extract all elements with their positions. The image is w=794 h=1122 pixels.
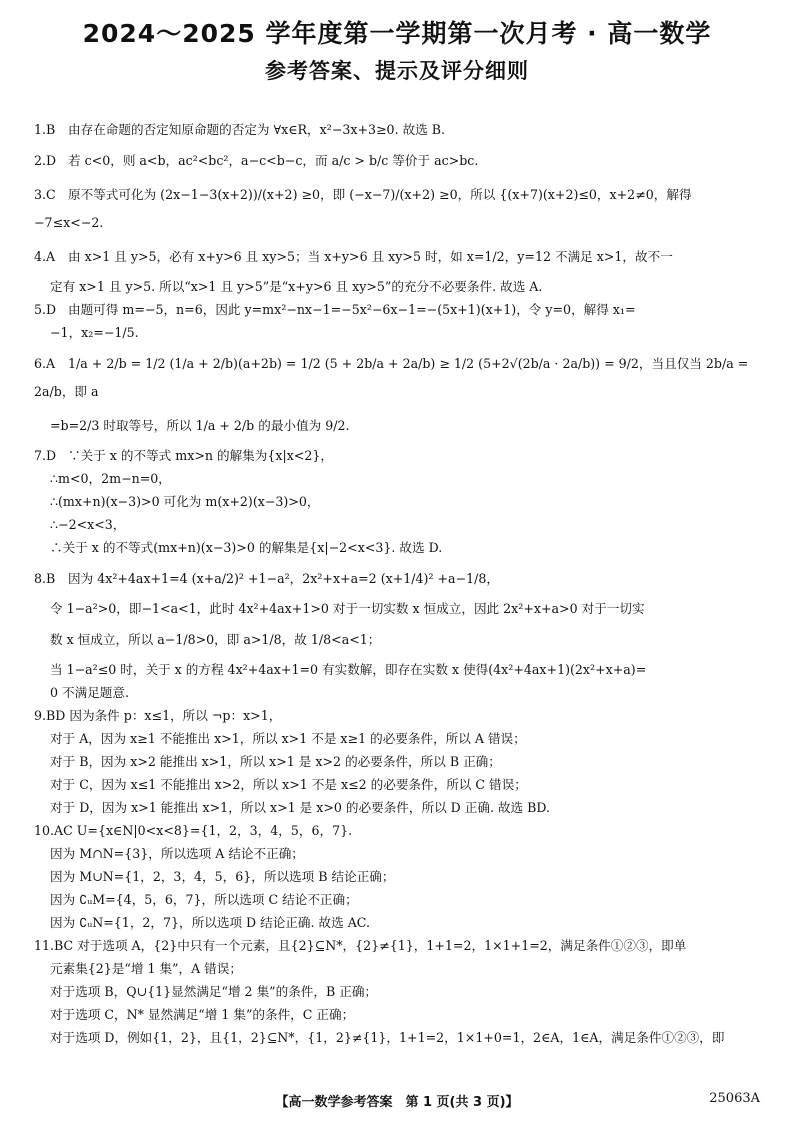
question-8-step: 令 1−a²>0，即−1<a<1，此时 4x²+4ax+1>0 对于一切实数 x 恒成立，因此 2x²+x+a>0 对于一切实 — [50, 601, 645, 616]
question-text: 因为 4x²+4ax+1=4 (x+a/2)² +1−a²，2x²+x+a=2 (x+1/4)² +a−1/8， — [68, 571, 499, 586]
question-number: 4.A — [34, 249, 56, 264]
page-footer: 【高一数学参考答案 第 1 页(共 3 页)】 — [275, 1095, 519, 1110]
question-10-option: 因为 ∁ᵤN={1，2，7}，所以选项 D 结论正确. 故选 AC. — [50, 915, 370, 930]
question-9-option: 对于 A，因为 x≥1 不能推出 x>1，所以 x>1 不是 x≥1 的必要条件，所以 A 错误； — [50, 731, 526, 746]
question-text: 若 c<0，则 a<b，ac²<bc²，a−c<b−c，而 a/c > b/c 等价于 ac>bc. — [68, 153, 479, 168]
question-number: 7.D — [34, 448, 57, 463]
question-10 — [34, 819, 764, 842]
question-7-step: ∴(mx+n)(x−3)>0 可化为 m(x+2)(x−3)>0， — [50, 494, 320, 509]
question-text: 原不等式可化为 (2x−1−3(x+2))/(x+2) ≥0，即 (−x−7)/(x+2) ≥0，所以 {(x+7)(x+2)≤0，x+2≠0，解得 −7≤x<−2. — [34, 187, 692, 230]
question-8-step: 数 x 恒成立，所以 a−1/8>0，即 a>1/8，故 1/8<a<1； — [50, 632, 381, 647]
question-9-option: 对于 B，因为 x>2 能推出 x>1，所以 x>1 是 x>2 的必要条件，所以 B 正确； — [50, 754, 501, 769]
question-text: 由题可得 m=−5，n=6，因此 y=mx²−nx−1=−5x²−6x−1=−(5x+1)(x+1)，令 y=0，解得 x₁= — [68, 302, 636, 317]
question-10-option: 因为 M∩N={3}，所以选项 A 结论不正确； — [50, 846, 304, 861]
question-6 — [34, 350, 764, 406]
question-number: 11.BC — [34, 938, 74, 953]
question-text: 由存在命题的否定知原命题的否定为 ∀x∈R，x²−3x+3≥0. 故选 B. — [68, 122, 446, 137]
question-number: 5.D — [34, 302, 57, 317]
question-5 — [34, 298, 764, 321]
question-7-step: ∴m<0，2m−n=0， — [50, 471, 171, 486]
question-9-option: 对于 D，因为 x>1 能推出 x>1，所以 x>1 是 x>0 的必要条件，所以 D 正确. 故选 BD. — [50, 800, 551, 815]
page-title: 2024～2025 学年度第一学期第一次月考 · 高一数学 — [82, 19, 712, 48]
question-7-step: ∴−2<x<3， — [50, 517, 126, 532]
document-code: 25063A — [709, 1091, 760, 1106]
question-9-option: 对于 C，因为 x≤1 不能推出 x>2，所以 x>1 不是 x≤2 的必要条件，所以 C 错误； — [50, 777, 527, 792]
question-10-option: 因为 ∁ᵤM={4，5，6，7}，所以选项 C 结论不正确； — [50, 892, 358, 907]
question-9 — [34, 704, 764, 727]
question-number: 6.A — [34, 356, 56, 371]
question-text: 因为条件 p：x≤1，所以 ¬p：x>1， — [69, 708, 282, 723]
question-6-continued: =b=2/3 时取等号，所以 1/a + 2/b 的最小值为 9/2. — [50, 418, 350, 433]
question-8-step: 0 不满足题意. — [50, 685, 129, 700]
question-4-continued: 定有 x>1 且 y>5. 所以“x>1 且 y>5”是“x+y>6 且 xy>5”的充分不必要条件. 故选 A. — [50, 279, 543, 294]
question-number: 2.D — [34, 153, 57, 168]
question-text: 由 x>1 且 y>5，必有 x+y>6 且 xy>5；当 x+y>6 且 xy>5 时，如 x=1/2，y=12 不满足 x>1，故不一 — [68, 249, 673, 264]
question-number: 1.B — [34, 122, 56, 137]
question-8-step: 当 1−a²≤0 时，关于 x 的方程 4x²+4ax+1=0 有实数解，即存在实数 x 使得(4x²+4ax+1)(2x²+x+a)= — [50, 662, 647, 677]
question-11-option: 对于选项 B，Q∪{1}显然满足“增 2 集”的条件，B 正确； — [50, 984, 378, 999]
question-number: 9.BD — [34, 708, 66, 723]
question-text: 1/a + 2/b = 1/2 (1/a + 2/b)(a+2b) = 1/2 (5 + 2b/a + 2a/b) ≥ 1/2 (5+2√(2b/a · 2a/b)) = 9/2，当且仅当 2b/a = 2a/b，即 a — [34, 356, 749, 399]
question-7-step: ∴关于 x 的不等式(mx+n)(x−3)>0 的解集是{x|−2<x<3}. 故选 D. — [50, 540, 443, 555]
answer-list — [34, 118, 764, 1049]
question-2 — [34, 147, 764, 175]
question-7 — [34, 444, 764, 467]
question-number: 10.AC — [34, 823, 73, 838]
question-5-continued: −1，x₂=−1/5. — [50, 325, 139, 340]
page-subtitle: 参考答案、提示及评分细则 — [265, 59, 529, 83]
question-number: 8.B — [34, 571, 56, 586]
question-11-option: 对于选项 D，例如{1，2}，且{1，2}⊆N*，{1，2}≠{1}，1+1=2，1×1+0=1，2∈A，1∈A，满足条件①②③，即 — [50, 1030, 725, 1045]
question-11-option: 元素集{2}是“增 1 集”，A 错误； — [50, 961, 242, 976]
question-11-option: 对于选项 C，N* 显然满足“增 1 集”的条件，C 正确； — [50, 1007, 355, 1022]
question-text: ∵关于 x 的不等式 mx>n 的解集为{x|x<2}， — [68, 448, 334, 463]
question-text: 对于选项 A，{2}中只有一个元素，且{2}⊆N*，{2}≠{1}，1+1=2，1×1+1=2，满足条件①②③，即单 — [77, 938, 687, 953]
question-text: U={x∈N|0<x<8}={1，2，3，4，5，6，7}. — [76, 823, 353, 838]
question-number: 3.C — [34, 187, 56, 202]
question-8 — [34, 565, 764, 593]
question-10-option: 因为 M∪N={1，2，3，4，5，6}，所以选项 B 结论正确； — [50, 869, 395, 884]
question-11 — [34, 934, 764, 957]
question-3 — [34, 181, 764, 237]
question-4 — [34, 243, 764, 271]
question-1 — [34, 118, 764, 141]
